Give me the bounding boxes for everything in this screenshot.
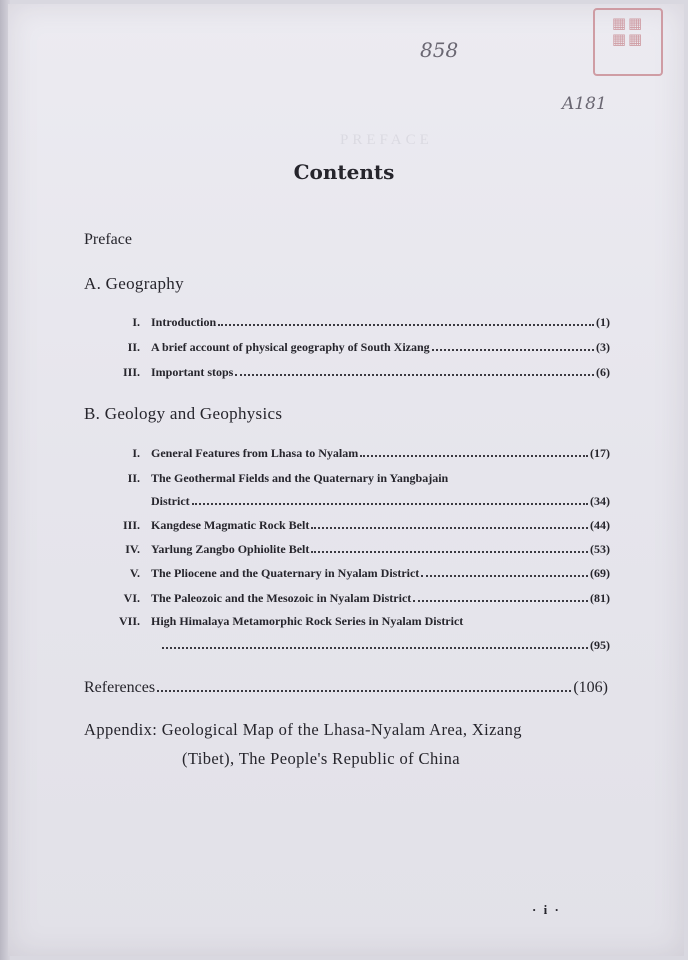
leader-dots (157, 690, 571, 692)
entry-number: III. (122, 365, 140, 379)
toc-entry (98, 566, 610, 581)
toc-entry (98, 542, 610, 557)
entry-page: (34) (590, 494, 610, 508)
leader-dots (162, 647, 588, 649)
leader-dots (235, 374, 594, 376)
toc-entry (98, 446, 610, 461)
toc-entry-continuation (151, 494, 610, 509)
appendix-line-2: (Tibet), The People's Republic of China (182, 749, 460, 768)
entry-number: II. (127, 471, 140, 485)
entry-page: (3) (596, 340, 610, 354)
leader-dots (311, 551, 588, 553)
page-number: · i · (532, 902, 561, 917)
entry-page: (17) (590, 446, 610, 460)
leader-dots (192, 503, 588, 505)
show-through: PREFACE (340, 132, 433, 148)
entry-title: The Pliocene and the Quaternary in Nyalam District (151, 566, 420, 580)
toc-entry-continuation (162, 638, 610, 653)
leader-dots (413, 600, 588, 602)
toc-entry (98, 518, 610, 533)
toc-entry (98, 614, 610, 629)
handwritten-code: A181 (562, 94, 607, 114)
toc-entry (98, 315, 610, 330)
entry-page: (81) (590, 591, 610, 605)
entry-page: (6) (596, 365, 610, 379)
entry-page: (69) (590, 566, 610, 580)
entry-number: III. (122, 518, 140, 532)
section-a-heading: A. Geography (84, 274, 184, 293)
entry-number: VI. (123, 591, 140, 605)
entry-number: I. (132, 446, 140, 460)
entry-number: IV. (125, 542, 140, 556)
handwritten-number: 858 (420, 38, 459, 62)
entry-title: A brief account of physical geography of South Xizang (151, 340, 430, 354)
toc-entry (98, 471, 610, 486)
library-stamp: ▦▦ ▦▦ (593, 8, 663, 76)
entry-number: V. (129, 566, 140, 580)
section-b-heading: B. Geology and Geophysics (84, 404, 283, 423)
toc-entry (98, 365, 610, 380)
entry-title: Kangdese Magmatic Rock Belt (151, 518, 310, 532)
entry-number: I. (132, 315, 140, 329)
entry-title: General Features from Lhasa to Nyalam (151, 446, 359, 460)
toc-entry (98, 591, 610, 606)
entry-number: II. (127, 340, 140, 354)
entry-number: VII. (118, 614, 140, 628)
appendix-line-1: Appendix: Geological Map of the Lhasa-Nyalam Area, Xizang (84, 720, 522, 739)
entry-page: (53) (590, 542, 610, 556)
entry-title: Important stops (151, 365, 234, 379)
leader-dots (421, 575, 588, 577)
entry-title: The Paleozoic and the Mesozoic in Nyalam District (151, 591, 412, 605)
leader-dots (432, 349, 594, 351)
leader-dots (311, 527, 588, 529)
references-label: References (84, 679, 156, 696)
entry-page: (44) (590, 518, 610, 532)
entry-page: (95) (590, 638, 610, 652)
references-page: (106) (573, 679, 608, 696)
toc-entry (98, 340, 610, 355)
entry-title: High Himalaya Metamorphic Rock Series in Nyalam District (151, 614, 464, 628)
page-title: Contents (293, 160, 395, 184)
entry-page: (1) (596, 315, 610, 329)
references-entry (84, 679, 608, 697)
entry-title: Introduction (151, 315, 217, 329)
entry-title: Yarlung Zangbo Ophiolite Belt (151, 542, 310, 556)
entry-title-continuation: District (151, 494, 190, 508)
preface-entry: Preface (84, 231, 132, 248)
entry-title: The Geothermal Fields and the Quaternary in Yangbajain (151, 471, 449, 485)
leader-dots (360, 455, 588, 457)
leader-dots (218, 324, 594, 326)
